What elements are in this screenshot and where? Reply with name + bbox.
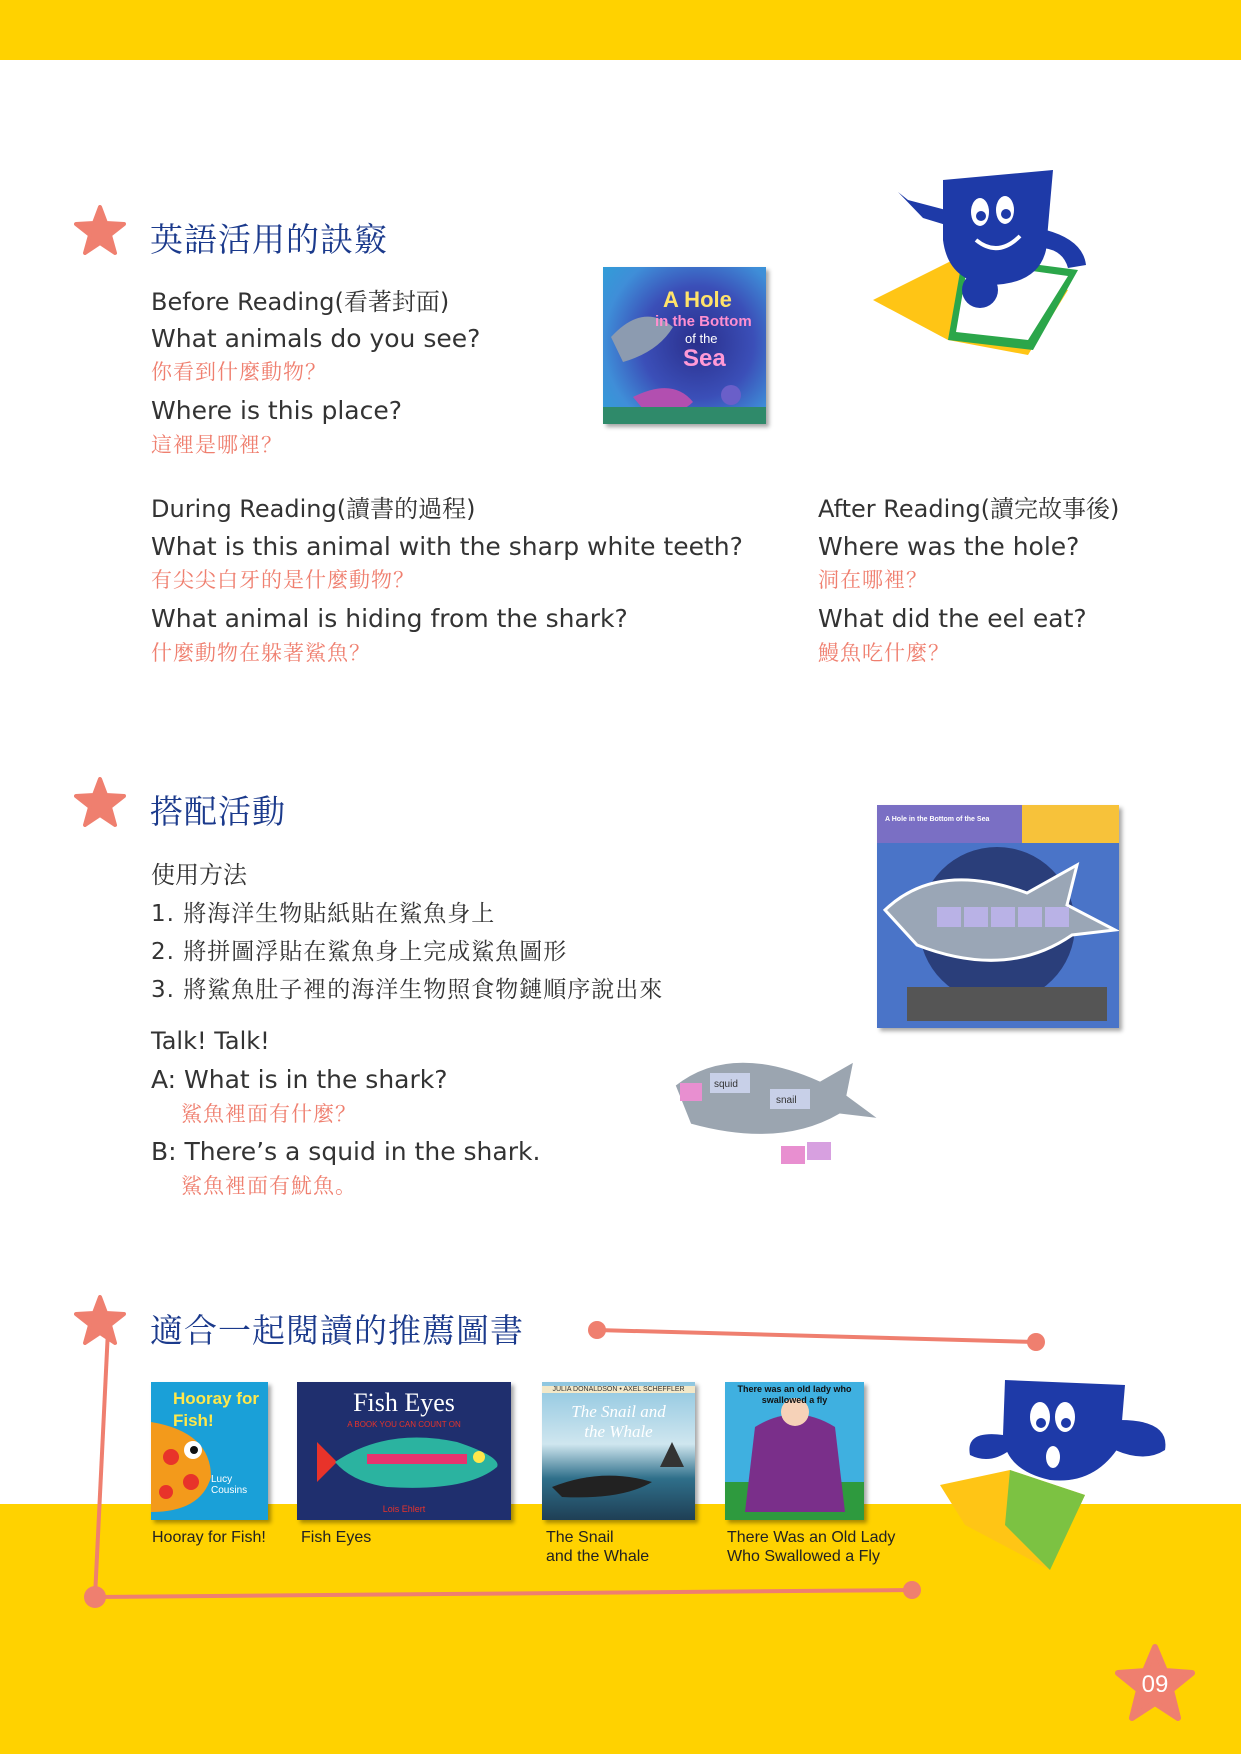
book-caption: Hooray for Fish! <box>152 1529 266 1546</box>
usage-heading: 使用方法 <box>151 861 247 889</box>
activity-sheet-title: A Hole in the Bottom of the Sea <box>885 816 990 823</box>
cover-title-line: Sea <box>683 345 726 372</box>
step-item: 3. 將鯊魚肚子裡的海洋生物照食物鏈順序說出來 <box>151 977 664 1003</box>
fish-illustration <box>297 1382 511 1520</box>
after-reading-heading: After Reading(讀完故事後) <box>818 495 1120 523</box>
book-cover-title: The Snail and the Whale <box>571 1402 666 1441</box>
question-zh: 鰻魚吃什麼？ <box>818 641 950 665</box>
talk-heading: Talk! Talk! <box>151 1027 270 1055</box>
question-en: What is this animal with the sharp white teeth? <box>151 532 743 561</box>
book-caption-line: and the Whale <box>546 1548 650 1565</box>
puzzle-label: snail <box>776 1095 797 1106</box>
dialog-zh: 鯊魚裡面有什麼？ <box>181 1102 357 1126</box>
mascot-reading-illustration <box>868 170 1093 365</box>
mascot-peeking-illustration <box>935 1375 1185 1575</box>
shark-puzzle-illustration <box>877 805 1119 1028</box>
question-en: What did the eel eat? <box>818 604 1087 633</box>
step-item: 2. 將拼圖浮貼在鯊魚身上完成鯊魚圖形 <box>151 939 568 965</box>
section-title-activity: 搭配活動 <box>150 792 286 831</box>
star-icon <box>74 1295 126 1345</box>
cover-title-line: in the Bottom <box>655 313 752 330</box>
question-en: Where was the hole? <box>818 532 1080 561</box>
book-cover-author: Lois Ehlert <box>382 1504 426 1514</box>
book-cover-title: Hooray for Fish! <box>173 1389 259 1430</box>
dialog-en: A: What is in the shark? <box>151 1065 448 1094</box>
section-title-recommended: 適合一起閱讀的推薦圖書 <box>150 1311 524 1350</box>
book-cover-subtitle: A BOOK YOU CAN COUNT ON <box>347 1420 461 1429</box>
cover-title-line: A Hole <box>663 287 732 312</box>
question-zh: 洞在哪裡？ <box>818 568 928 592</box>
book-cover-hooray-for-fish <box>151 1382 268 1520</box>
whale-illustration <box>542 1382 695 1520</box>
book-cover-author: JULIA DONALDSON • AXEL SCHEFFLER <box>542 1386 695 1393</box>
question-en: What animal is hiding from the shark? <box>151 604 628 633</box>
shark-puzzle-photo <box>670 1045 885 1175</box>
book-cover-old-lady-fly <box>725 1382 864 1520</box>
cover-title-line: of the <box>685 331 718 346</box>
activity-sheet-image <box>877 805 1119 1028</box>
book-cover-author: Lucy Cousins <box>211 1474 248 1496</box>
book-cover-fish-eyes <box>297 1382 511 1520</box>
book-caption-line: Who Swallowed a Fly <box>727 1548 880 1565</box>
book-cover-title: Fish Eyes <box>353 1388 455 1417</box>
book-caption <box>727 1528 895 1566</box>
puzzle-label: squid <box>714 1079 738 1090</box>
question-en: Where is this place? <box>151 396 403 425</box>
page-number: 09 <box>1141 1671 1169 1698</box>
dialog-en: B: There’s a squid in the shark. <box>151 1137 541 1166</box>
question-zh: 你看到什麼動物？ <box>151 360 327 384</box>
question-en: What animals do you see? <box>151 324 481 353</box>
star-icon <box>74 205 126 255</box>
question-zh: 有尖尖白牙的是什麼動物？ <box>151 568 415 592</box>
question-zh: 什麼動物在躲著鯊魚？ <box>151 641 371 665</box>
book-cover-snail-and-whale <box>542 1382 695 1520</box>
book-cover-hole-in-sea <box>603 267 766 424</box>
question-zh: 這裡是哪裡？ <box>151 433 283 457</box>
dialog-zh: 鯊魚裡面有魷魚。 <box>181 1174 357 1198</box>
star-icon <box>74 777 126 827</box>
book-caption: Fish Eyes <box>301 1529 372 1546</box>
during-reading-heading: During Reading(讀書的過程) <box>151 495 476 523</box>
step-item: 1. 將海洋生物貼紙貼在鯊魚身上 <box>151 901 496 927</box>
top-band <box>0 0 1241 60</box>
book-caption-line: There Was an Old Lady <box>727 1529 896 1546</box>
book-caption <box>546 1528 649 1566</box>
before-reading-heading: Before Reading(看著封面) <box>151 288 450 316</box>
book-cover-title: There was an old lady who swallowed a fly <box>737 1384 852 1405</box>
section-title-tips: 英語活用的訣竅 <box>150 220 388 259</box>
book-caption-line: The Snail <box>546 1529 614 1546</box>
